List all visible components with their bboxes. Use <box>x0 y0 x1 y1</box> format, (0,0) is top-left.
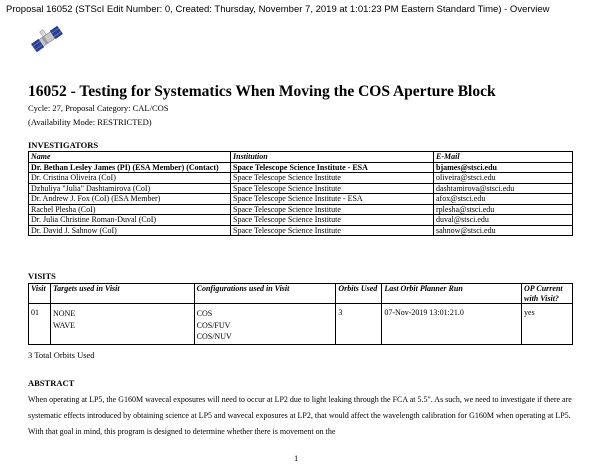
investigator-institution: Space Telescope Science Institute - ESA <box>231 162 434 173</box>
investigator-institution: Space Telescope Science Institute <box>231 215 434 226</box>
configuration-item: COS/NUV <box>196 332 232 341</box>
investigator-institution: Space Telescope Science Institute <box>231 225 434 236</box>
configuration-item: COS <box>196 309 213 318</box>
investigator-name: Dr. Julia Christine Roman-Duval (CoI) <box>29 215 231 226</box>
proposal-title: 16052 - Testing for Systematics When Moving the COS Aperture Block <box>28 83 496 100</box>
visit-targets <box>50 304 194 345</box>
investigator-institution: Space Telescope Science Institute - ESA <box>231 194 434 205</box>
table-row <box>29 173 573 184</box>
column-header-visit: Visit <box>29 284 51 304</box>
availability-mode: (Availability Mode: RESTRICTED) <box>28 117 152 127</box>
table-header-row <box>29 284 573 304</box>
column-header-configurations: Configurations used in Visit <box>194 284 336 304</box>
column-header-orbits: Orbits Used <box>336 284 382 304</box>
page-number: 1 <box>294 453 299 463</box>
op-current-status: yes <box>522 304 573 345</box>
table-row <box>29 162 573 173</box>
investigator-institution: Space Telescope Science Institute <box>231 183 434 194</box>
visits-table <box>28 283 573 345</box>
table-row <box>29 183 573 194</box>
investigators-table <box>28 151 573 236</box>
table-row <box>29 194 573 205</box>
investigator-email: rplesha@stsci.edu <box>434 204 573 215</box>
investigator-email: afox@stsci.edu <box>434 194 573 205</box>
investigator-name: Dr. Cristina Oliveira (CoI) <box>29 173 231 184</box>
column-header-op-current: OP Current with Visit? <box>522 284 573 304</box>
investigator-email: duval@stsci.edu <box>434 215 573 226</box>
investigator-email: bjames@stsci.edu <box>434 162 573 173</box>
investigator-name: Dr. David J. Sahnow (CoI) <box>29 225 231 236</box>
orbits-used: 3 <box>336 304 382 345</box>
cycle-category: Cycle: 27, Proposal Category: CAL/COS <box>28 103 169 113</box>
last-orbit-planner-run: 07-Nov-2019 13:01:21.0 <box>382 304 522 345</box>
page-header: Proposal 16052 (STScI Edit Number: 0, Created: Thursday, November 7, 2019 at 1:01:23 PM Eastern Standard Time) - Overview <box>6 4 550 15</box>
investigator-name: Rachel Plesha (CoI) <box>29 204 231 215</box>
column-header-name: Name <box>29 152 231 163</box>
visits-heading: VISITS <box>28 271 56 281</box>
visit-number: 01 <box>29 304 51 345</box>
investigator-name: Dr. Bethan Lesley James (PI) (ESA Member) (Contact) <box>29 162 231 173</box>
investigator-institution: Space Telescope Science Institute <box>231 204 434 215</box>
investigator-institution: Space Telescope Science Institute <box>231 173 434 184</box>
abstract-heading: ABSTRACT <box>28 378 75 388</box>
investigator-email: oliveira@stsci.edu <box>434 173 573 184</box>
column-header-institution: Institution <box>231 152 434 163</box>
visit-configurations <box>194 304 336 345</box>
table-row <box>29 304 573 345</box>
table-header-row <box>29 152 573 163</box>
configuration-item: COS/FUV <box>196 320 231 330</box>
table-row <box>29 204 573 215</box>
investigator-email: sahnow@stsci.edu <box>434 225 573 236</box>
investigator-email: dashtamirova@stsci.edu <box>434 183 573 194</box>
table-row <box>29 225 573 236</box>
column-header-targets: Targets used in Visit <box>50 284 194 304</box>
target-item: WAVE <box>52 320 76 330</box>
investigator-name: Dzhuliya "Julia" Dashtamirova (CoI) <box>29 183 231 194</box>
column-header-email: E-Mail <box>434 152 573 163</box>
table-row <box>29 215 573 226</box>
investigator-name: Dr. Andrew J. Fox (CoI) (ESA Member) <box>29 194 231 205</box>
hubble-telescope-icon <box>30 24 64 54</box>
target-item: NONE <box>52 309 76 318</box>
total-orbits: 3 Total Orbits Used <box>28 350 95 360</box>
investigators-heading: INVESTIGATORS <box>28 140 99 150</box>
column-header-last-run: Last Orbit Planner Run <box>382 284 522 304</box>
abstract-text: When operating at LP5, the G160M wavecal exposures will need to occur at LP2 due to light leaking through the FCA at 5.5". As such, we need to investigate if there are systematic effects introduced by obtaining science at LP5 and wavecal exposures at LP2, that would affect the wavelength calibration for G160M when operating at LP5. With that goal in mind, this program is designed to determine whether there is movement on the <box>28 395 572 436</box>
